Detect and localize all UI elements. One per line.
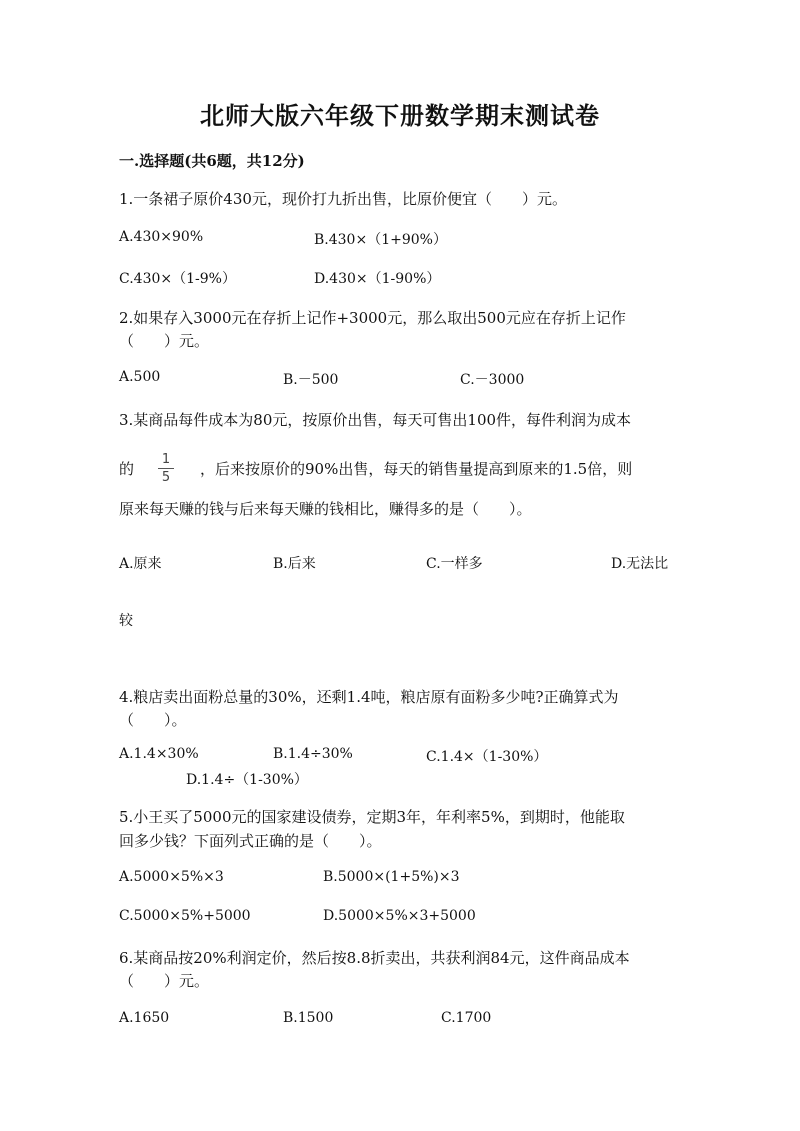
- question-2-stem-line1: 2.如果存入3000元在存折上记作+3000元，那么取出500元应在存折上记作: [119, 309, 626, 327]
- question-2-option-a: A.500: [119, 369, 161, 385]
- question-2-stem-line2: （ ）元。: [119, 332, 210, 350]
- question-4-option-b: B.1.4÷30%: [273, 746, 353, 762]
- question-4-option-c: C.1.4×（1-30%）: [426, 749, 548, 765]
- question-4-option-a: A.1.4×30%: [119, 746, 199, 762]
- question-5-option-a: A.5000×5%×3: [119, 869, 224, 885]
- question-2-option-c: C.－3000: [460, 372, 525, 388]
- question-3-option-c: C.一样多: [426, 556, 483, 572]
- fraction-numerator: 1: [161, 452, 171, 467]
- question-5-stem-line2: 回多少钱？下面列式正确的是（ ）。: [119, 832, 382, 850]
- question-4-option-d: D.1.4÷（1-30%）: [186, 772, 308, 788]
- question-2-option-b: B.－500: [283, 372, 339, 388]
- section-heading: 一.选择题(共6题，共12分): [119, 152, 305, 170]
- question-5-option-c: C.5000×5%+5000: [119, 908, 251, 924]
- question-5-stem-line1: 5.小王买了5000元的国家建设债券，定期3年，年利率5%，到期时，他能取: [119, 808, 625, 826]
- question-3-stem-line2-post: ，后来按原价的90%出售，每天的销售量提高到原来的1.5倍，则: [200, 460, 633, 478]
- question-6-stem-line2: （ ）元。: [119, 972, 210, 990]
- question-4-stem-line1: 4.粮店卖出面粉总量的30%，还剩1.4吨，粮店原有面粉多少吨?正确算式为: [119, 688, 619, 706]
- question-1-option-d: D.430×（1-90%）: [314, 271, 441, 287]
- fraction-bar: [158, 468, 174, 469]
- question-1-option-a: A.430×90%: [119, 229, 204, 245]
- question-5-option-b: B.5000×(1+5%)×3: [323, 869, 460, 885]
- question-1-option-c: C.430×（1-9%）: [119, 271, 236, 287]
- question-3-option-d: D.无法比: [611, 556, 669, 572]
- question-6-option-b: B.1500: [283, 1010, 334, 1026]
- question-3-option-a: A.原来: [119, 556, 162, 572]
- fraction-denominator: 5: [161, 470, 171, 485]
- fraction-one-fifth: [158, 452, 174, 485]
- question-3-stem-line2-pre: 的: [119, 460, 135, 478]
- question-6-stem-line1: 6.某商品按20%利润定价，然后按8.8折卖出，共获利润84元，这件商品成本: [119, 949, 630, 967]
- question-1-option-b: B.430×（1+90%）: [314, 232, 447, 248]
- question-4-stem-line2: （ ）。: [119, 711, 187, 729]
- question-3-stem-line3: 原来每天赚的钱与后来每天赚的钱相比，赚得多的是（ ）。: [119, 500, 532, 518]
- question-3-stem-line1: 3.某商品每件成本为80元，按原价出售，每天可售出100件，每件利润为成本: [119, 411, 632, 429]
- question-5-option-d: D.5000×5%×3+5000: [323, 908, 476, 924]
- question-6-option-c: C.1700: [441, 1010, 492, 1026]
- question-3-option-b: B.后来: [273, 556, 316, 572]
- question-1-stem: 1.一条裙子原价430元，现价打九折出售，比原价便宜（ ）元。: [119, 190, 567, 208]
- question-6-option-a: A.1650: [119, 1010, 170, 1026]
- question-3-option-d-continued: 较: [119, 613, 133, 629]
- page-title: 北师大版六年级下册数学期末测试卷: [200, 101, 600, 130]
